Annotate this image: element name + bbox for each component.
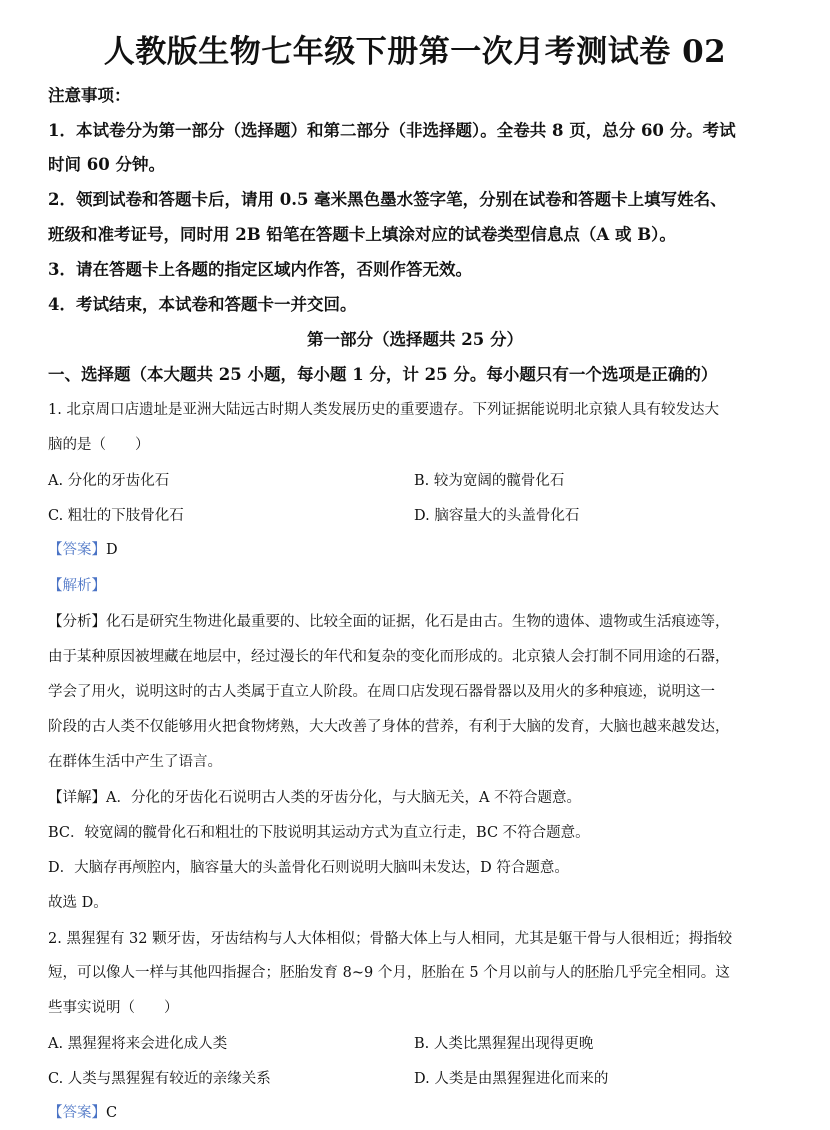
- part1-heading: 第一部分（选择题共 25 分）: [307, 330, 523, 349]
- q1-fenxi-line-2: 由于某种原因被埋藏在地层中，经过漫长的年代和复杂的变化而形成的。北京猿人会打制不同用途的石器，: [48, 649, 730, 665]
- q1-answer-label: 【答案】: [48, 542, 106, 558]
- q2-answer-value: C: [106, 1105, 118, 1121]
- q2-stem-line-1: 2. 黑猩猩有 32 颗牙齿，牙齿结构与人大体相似；骨骼大体上与人相同，尤其是躯干骨与人很相近；拇指较: [48, 931, 733, 947]
- q1-fenxi-line-5: 在群体生活中产生了语言。: [48, 754, 222, 770]
- q1-fenxi-label: 【分析】: [48, 614, 106, 630]
- q2-answer: [48, 1102, 117, 1124]
- q2-stem-line-3: 些事实说明（ ）: [48, 1000, 179, 1016]
- q1-analysis-label: 【解析】: [48, 578, 106, 594]
- q1-option-b: B. 较为宽阔的髋骨化石: [414, 473, 565, 489]
- notice-heading: 注意事项：: [48, 86, 131, 105]
- q2-answer-label: 【答案】: [48, 1105, 106, 1121]
- notice-item-3: 3．请在答题卡上各题的指定区域内作答，否则作答无效。: [48, 260, 472, 279]
- q2-option-c: C. 人类与黑猩猩有较近的亲缘关系: [48, 1071, 271, 1087]
- q1-detail-line-2: BC．较宽阔的髋骨化石和粗壮的下肢说明其运动方式为直立行走，BC 不符合题意。: [48, 825, 590, 841]
- q1-detail-line-1: [48, 787, 581, 809]
- q1-detail-label: 【详解】: [48, 790, 106, 806]
- section1-heading: 一、选择题（本大题共 25 小题，每小题 1 分，计 25 分。每小题只有一个选项是正确的）: [48, 365, 718, 384]
- notice-item-2-line-1: 2．领到试卷和答题卡后，请用 0.5 毫米黑色墨水签字笔，分别在试卷和答题卡上填写姓名、: [48, 190, 727, 209]
- q1-option-a: A. 分化的牙齿化石: [48, 473, 170, 489]
- q1-stem-line-1: 1. 北京周口店遗址是亚洲大陆远古时期人类发展历史的重要遗存。下列证据能说明北京猿人具有较发达大: [48, 402, 719, 418]
- q2-option-d: D. 人类是由黑猩猩进化而来的: [414, 1071, 609, 1087]
- q2-option-b: B. 人类比黑猩猩出现得更晚: [414, 1036, 594, 1052]
- q1-option-d: D. 脑容量大的头盖骨化石: [414, 508, 580, 524]
- q1-detail-line-3: D．大脑存再颅腔内，脑容量大的头盖骨化石则说明大脑叫未发达，D 符合题意。: [48, 860, 569, 876]
- page-title: 人教版生物七年级下册第一次月考测试卷 02: [103, 34, 727, 70]
- q1-fenxi-text-1: 化石是研究生物进化最重要的、比较全面的证据，化石是由古。生物的遗体、遗物或生活痕迹等，: [106, 614, 730, 630]
- q1-conclusion: 故选 D。: [48, 895, 108, 911]
- q1-answer: [48, 539, 118, 561]
- notice-item-1-line-2: 时间 60 分钟。: [48, 155, 165, 174]
- q1-answer-value: D: [106, 542, 118, 558]
- q1-option-c: C. 粗壮的下肢骨化石: [48, 508, 184, 524]
- q1-fenxi-line-4: 阶段的古人类不仅能够用火把食物烤熟，大大改善了身体的营养，有利于大脑的发育，大脑也越来越发达，: [48, 719, 730, 735]
- q1-stem-line-2: 脑的是（ ）: [48, 437, 150, 453]
- q1-detail-text-1: A．分化的牙齿化石说明古人类的牙齿分化，与大脑无关，A 不符合题意。: [106, 790, 582, 806]
- notice-item-2-line-2: 班级和准考证号，同时用 2B 铅笔在答题卡上填涂对应的试卷类型信息点（A 或 B）。: [48, 225, 676, 244]
- q1-fenxi-line-1: [48, 611, 730, 633]
- q2-stem-line-2: 短，可以像人一样与其他四指握合；胚胎发育 8~9 个月，胚胎在 5 个月以前与人的胚胎几乎完全相同。这: [48, 965, 730, 981]
- notice-item-1-line-1: 1．本试卷分为第一部分（选择题）和第二部分（非选择题）。全卷共 8 页，总分 60 分。考试: [48, 121, 736, 140]
- q2-option-a: A. 黑猩猩将来会进化成人类: [48, 1036, 228, 1052]
- notice-item-4: 4．考试结束，本试卷和答题卡一并交回。: [48, 295, 357, 314]
- q1-fenxi-line-3: 学会了用火，说明这时的古人类属于直立人阶段。在周口店发现石器骨器以及用火的多种痕迹，说明这一: [48, 684, 715, 700]
